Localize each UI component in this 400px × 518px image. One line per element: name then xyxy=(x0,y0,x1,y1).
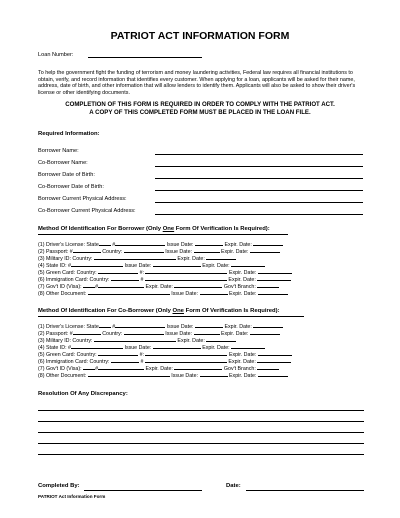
notice-line-2: A COPY OF THIS COMPLETED FORM MUST BE PLACED IN THE LOAN FILE. xyxy=(89,109,311,116)
coborrower-address-field[interactable] xyxy=(155,214,363,215)
borrower-dob-label: Borrower Date of Birth: xyxy=(38,172,95,178)
coborrower-address-label: Co-Borrower Current Physical Address: xyxy=(38,208,136,214)
required-heading: Required Information: xyxy=(38,131,100,137)
borrower-method-heading: Method Of Identification For Borrower (Only One Form Of Verification Is Required): xyxy=(38,226,270,232)
resolution-line-4[interactable] xyxy=(38,443,364,444)
borrower-id-row-8: (8) Other Document: Issue Date: Expir. Date: xyxy=(38,289,288,297)
completed-by-label: Completed By: xyxy=(38,483,80,489)
borrower-id-row-2: (2) Passport: # Country: Issue Date: Expir. Date: xyxy=(38,247,280,255)
coborrower-id-row-7: (7) Gov't ID (Visa): # Expir. Date: Gov't Branch: xyxy=(38,364,279,372)
coborrower-dob-label: Co-Borrower Date of Birth: xyxy=(38,184,104,190)
form-title: PATRIOT ACT INFORMATION FORM xyxy=(110,30,290,42)
coborrower-method-heading: Method Of Identification For Co-Borrower (Only One Form Of Verification Is Required): xyxy=(38,308,280,314)
coborrower-id-row-4: (4) State ID: # Issue Date: Expir. Date: xyxy=(38,343,265,351)
coborrower-id-row-1: (1) Driver's License: State # Issue Date: Expir. Date: xyxy=(38,322,283,330)
borrower-address-field[interactable] xyxy=(155,202,363,203)
resolution-line-2[interactable] xyxy=(38,421,364,422)
coborrower-method-heading-underline xyxy=(38,316,304,317)
borrower-id-row-4: (4) State ID: # Issue Date: Expir. Date: xyxy=(38,261,265,269)
coborrower-name-label: Co-Borrower Name: xyxy=(38,160,88,166)
borrower-method-heading-underline xyxy=(38,234,288,235)
borrower-address-label: Borrower Current Physical Address: xyxy=(38,196,127,202)
coborrower-id-row-2: (2) Passport: # Country: Issue Date: Expir. Date: xyxy=(38,329,280,337)
borrower-id-row-7: (7) Gov't ID (Visa): # Expir. Date: Gov't Branch: xyxy=(38,282,279,290)
borrower-id-row-3: (3) Military ID: Country: Expir. Date: xyxy=(38,254,236,262)
resolution-line-1[interactable] xyxy=(38,410,364,411)
borrower-id-row-6: (6) Immigration Card: Country: # Expir. Date: xyxy=(38,275,291,283)
borrower-id-row-1: (1) Driver's License: State # Issue Date: Expir. Date: xyxy=(38,240,283,248)
resolution-heading: Resolution Of Any Discrepancy: xyxy=(38,391,128,397)
coborrower-name-field[interactable] xyxy=(155,166,363,167)
borrower-dob-field[interactable] xyxy=(155,178,363,179)
loan-number-field[interactable] xyxy=(88,57,202,58)
loan-number-label: Loan Number: xyxy=(38,52,74,58)
borrower-name-label: Borrower Name: xyxy=(38,148,79,154)
resolution-line-3[interactable] xyxy=(38,432,364,433)
borrower-name-field[interactable] xyxy=(155,154,363,155)
date-label: Date: xyxy=(226,483,241,489)
intro-paragraph: To help the government fight the funding of terrorism and money laundering activities, Federal law requires all financial institutions to obtain, verify, and record information that identifies every customer. When applying for a loan, applicants will be asked for their name, address, date of birth, and other information that will allow lenders to identify them. Applicants will also be asked to show their driver's license or other identifying documents. xyxy=(38,70,356,96)
date-field[interactable] xyxy=(246,490,364,491)
coborrower-id-row-6: (6) Immigration Card: Country: # Expir. Date: xyxy=(38,357,291,365)
coborrower-id-row-8: (8) Other Document: Issue Date: Expir. Date: xyxy=(38,371,288,379)
notice-line-1: COMPLETION OF THIS FORM IS REQUIRED IN ORDER TO COMPLY WITH THE PATRIOT ACT. xyxy=(65,101,335,108)
coborrower-dob-field[interactable] xyxy=(155,190,363,191)
coborrower-id-row-3: (3) Military ID: Country: Expir. Date: xyxy=(38,336,236,344)
resolution-line-5[interactable] xyxy=(38,454,364,455)
footer-text: PATRIOT Act Information Form xyxy=(38,494,106,499)
coborrower-id-row-5: (5) Green Card: Country: #: Expir. Date: xyxy=(38,350,292,358)
borrower-id-row-5: (5) Green Card: Country: #: Expir. Date: xyxy=(38,268,292,276)
completed-by-field[interactable] xyxy=(84,490,202,491)
